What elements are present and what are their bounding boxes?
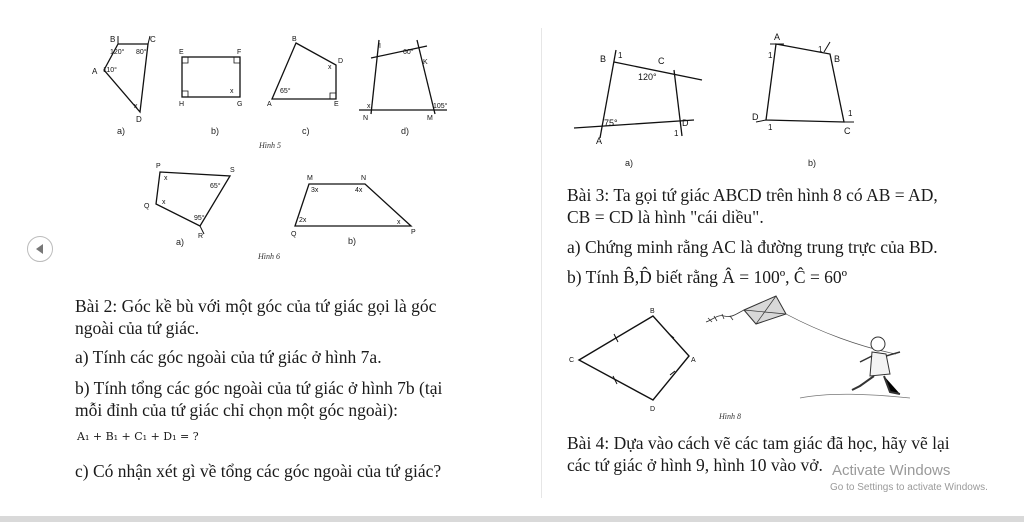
vertex-label: A — [774, 32, 781, 42]
bai2-intro-line2: ngoài của tứ giác. — [75, 318, 200, 338]
vertex-label: G — [237, 101, 243, 108]
bai2-part-b-line1: b) Tính tổng các góc ngoài của tứ giác ở hình 7b (tại — [75, 378, 443, 398]
vertex-label: D — [752, 112, 759, 122]
vertex-label: A — [92, 67, 98, 76]
angle-label: 2x — [299, 217, 307, 224]
vertex-label: N — [363, 115, 369, 122]
vertex-label: C — [844, 126, 851, 136]
hinh8-caption: Hình 8 — [719, 412, 741, 421]
hinh5-caption: Hình 5 — [259, 141, 281, 150]
kite-boy-illustration — [700, 292, 920, 407]
bai2-intro-line1: Bài 2: Góc kề bù với một góc của tứ giác gọi là góc — [75, 296, 437, 316]
figure-hinh6b — [285, 170, 425, 238]
vertex-label: B — [600, 54, 607, 64]
hinh6-sublabel-a: a) — [176, 237, 185, 247]
vertex-label: C — [569, 357, 575, 364]
figure-hinh5a — [88, 32, 158, 130]
hinh6-caption: Hình 6 — [258, 252, 280, 261]
vertex-label: A — [691, 357, 696, 364]
vertex-label: N — [361, 175, 367, 182]
bai3-part-b: b) Tính B̂,D̂ biết rằng Â = 100º, Ĉ = 60º — [567, 267, 848, 287]
angle-label: x — [367, 103, 371, 110]
vertex-label: P — [411, 229, 416, 236]
vertex-label: C — [150, 35, 156, 44]
vertex-label: D — [136, 115, 142, 124]
angle-label: 105° — [433, 103, 448, 110]
figure-hinh6a — [140, 160, 240, 245]
hinh5-sublabel-d: d) — [401, 126, 410, 136]
bai2-part-b-line2: mỗi đỉnh của tứ giác chỉ chọn một góc ngoài): — [75, 400, 398, 420]
vertex-label: B — [834, 54, 841, 64]
vertex-label: D — [650, 406, 656, 413]
angle-mark: 1 — [848, 109, 853, 118]
vertex-label: Q — [291, 231, 297, 238]
vertex-label: A — [267, 101, 272, 108]
vertex-label: M — [307, 175, 313, 182]
vertex-label: F — [237, 49, 242, 56]
angle-label: 120° — [110, 49, 125, 56]
bai2-part-a: a) Tính các góc ngoài của tứ giác ở hình 7a. — [75, 347, 382, 367]
angle-label: x — [230, 88, 234, 95]
angle-mark: 1 — [768, 51, 773, 60]
angle-label: x — [328, 64, 332, 71]
angle-label: 80° — [136, 49, 147, 56]
angle-label: x — [397, 219, 401, 226]
bottom-scrollbar[interactable] — [0, 516, 1024, 522]
angle-label: 4x — [355, 187, 363, 194]
vertex-label: B — [292, 36, 297, 43]
figure-hinh5d — [355, 38, 455, 124]
bai4-line2: các tứ giác ở hình 9, hình 10 vào vở. — [567, 455, 823, 475]
angle-mark: 1 — [768, 123, 773, 132]
figure-hinh7a — [570, 40, 710, 150]
vertex-label: P — [156, 163, 161, 170]
angle-mark: 1 — [674, 129, 679, 138]
angle-label: 60° — [403, 49, 414, 56]
angle-label: 75° — [604, 118, 618, 128]
vertex-label: H — [179, 101, 185, 108]
figure-hinh8-kite — [565, 304, 705, 416]
bai4-line1: Bài 4: Dựa vào cách vẽ các tam giác đã học, hãy vẽ lại — [567, 433, 950, 453]
bai3-line2: CB = CD là hình "cái diều". — [567, 207, 764, 227]
vertex-label: I — [379, 43, 381, 50]
angle-mark: 1 — [818, 45, 823, 54]
previous-page-button[interactable] — [27, 236, 53, 262]
activate-windows-subtitle: Go to Settings to activate Windows. — [830, 482, 988, 493]
column-divider — [541, 28, 542, 498]
angle-label: 65° — [280, 88, 291, 95]
hinh6-sublabel-b: b) — [348, 236, 357, 246]
angle-label: 120° — [638, 72, 657, 82]
hinh7-sublabel-b: b) — [808, 158, 817, 168]
angle-label: 95° — [194, 215, 205, 222]
vertex-label: E — [179, 49, 184, 56]
vertex-label: A — [596, 136, 603, 146]
bai3-part-a: a) Chứng minh rằng AC là đường trung trực của BD. — [567, 237, 938, 257]
angle-label: 110° — [103, 67, 117, 74]
vertex-label: M — [427, 115, 433, 122]
vertex-label: K — [423, 59, 428, 66]
activate-windows-title: Activate Windows — [832, 462, 951, 479]
vertex-label: R — [198, 233, 204, 240]
angle-label: 65° — [210, 183, 221, 190]
hinh7-sublabel-a: a) — [625, 158, 634, 168]
figure-hinh5b — [172, 45, 248, 107]
chevron-left-icon — [36, 244, 43, 254]
figure-hinh5c — [262, 35, 352, 110]
bai3-line1: Bài 3: Ta gọi tứ giác ABCD trên hình 8 có AB = AD, — [567, 185, 938, 205]
vertex-label: D — [682, 118, 689, 128]
vertex-label: C — [658, 56, 665, 66]
vertex-label: B — [110, 35, 116, 44]
hinh5-sublabel-b: b) — [211, 126, 220, 136]
figure-hinh7b — [748, 30, 868, 138]
angle-label: x — [164, 175, 168, 182]
hinh5-sublabel-c: c) — [302, 126, 310, 136]
angle-mark: 1 — [618, 51, 623, 60]
vertex-label: S — [230, 167, 235, 174]
bai2-formula: A₁ + B₁ + C₁ + D₁ = ? — [77, 430, 199, 443]
angle-label: x — [134, 103, 138, 110]
vertex-label: Q — [144, 203, 150, 210]
bai2-part-c: c) Có nhận xét gì về tổng các góc ngoài của tứ giác? — [75, 461, 442, 481]
vertex-label: B — [650, 308, 655, 315]
angle-label: 3x — [311, 187, 319, 194]
vertex-label: D — [338, 58, 344, 65]
vertex-label: E — [334, 101, 339, 108]
angle-label: x — [162, 199, 166, 206]
hinh5-sublabel-a: a) — [117, 126, 126, 136]
